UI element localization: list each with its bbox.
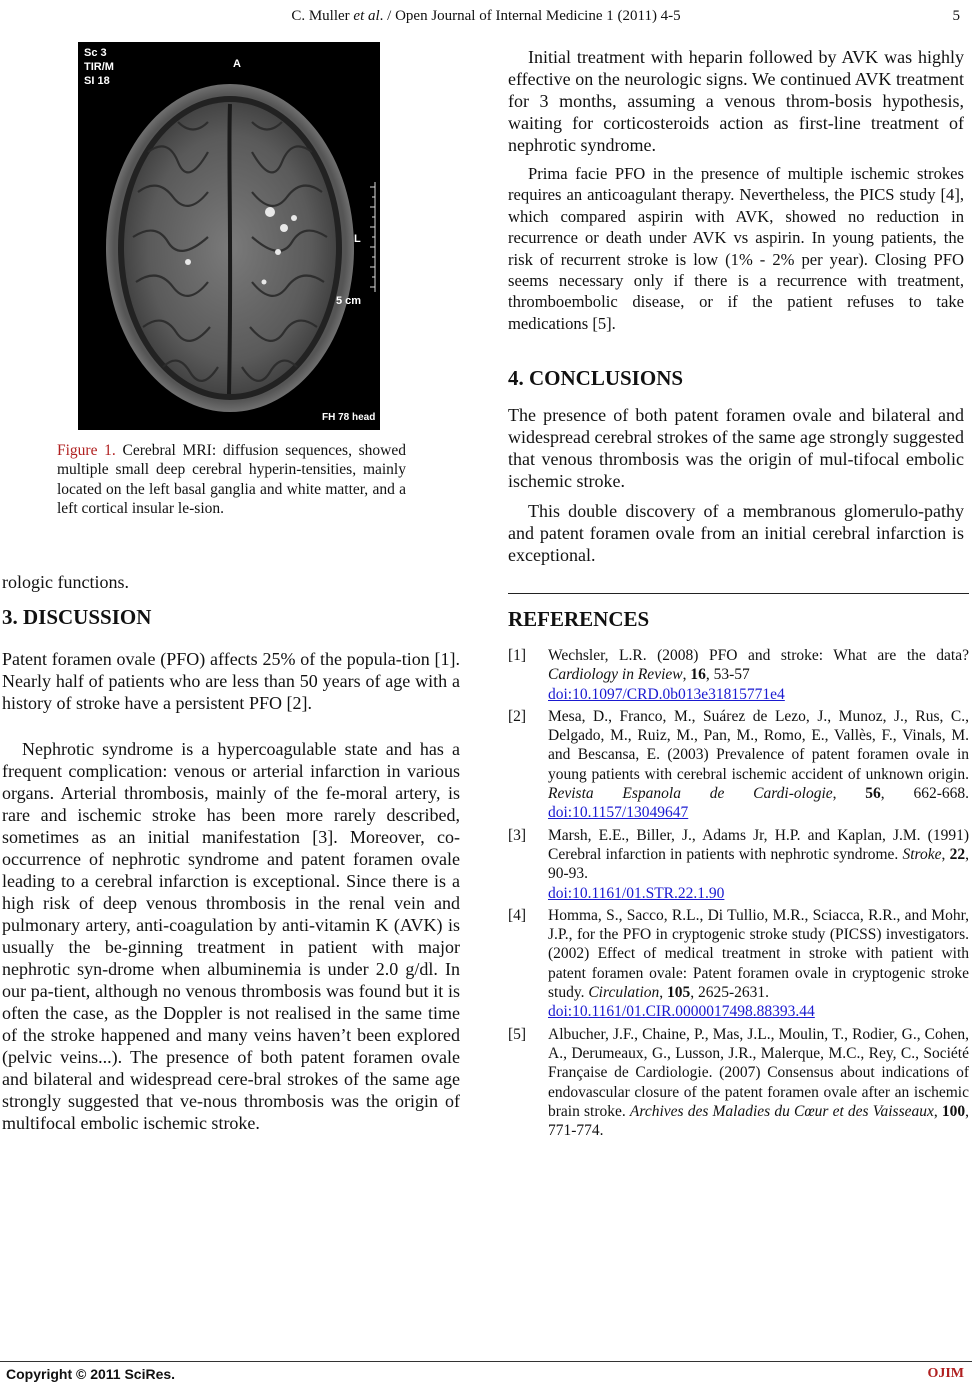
conclusions-paragraph-1: The presence of both patent foramen ovale and bilateral and widespread cerebral strokes of the same age strongly suggested that venous thrombosis was the origin of mul-tifocal embolic ischemic stroke.: [508, 405, 964, 491]
reference-journal: Circulation: [588, 984, 660, 1002]
reference-journal: Cardiology in Review: [548, 666, 683, 684]
discussion-paragraph-2: Nephrotic syndrome is a hypercoagulable state and has a frequent complication: venous or arterial infarction in various organs. Arterial thrombosis, mainly of the fe-moral artery, is rare and ischemic stroke has been more rarely described, sometimes as an initial manifestation [3]. Moreover, co-occurrence of nephrotic syndrome and patent foramen ovale leading to a cerebral infarction is exceptional. Since there is a high risk of deep venous thrombosis in the renal vein and pulmonary artery, anti-coagulation by anti-vitamin K (AVK) is usually the be-ginning treatment in patient with major nephrotic syn-drome when albuminemia is under 2.0 g/dl. In our pa-tient, although no venous thrombosis was found but it is often the case, as the Doppler is not realised in the same time of the stroke happened and many veins haven’t been explored (pelvic veins...). The presence of both patent foramen ovale and bilateral and widespread cere-bral strokes of the same age strongly suggested that ve-nous thrombosis was the origin of multifocal embolic ischemic stroke.: [2, 739, 460, 1133]
continued-text: rologic functions.: [2, 572, 129, 592]
reference-text: Wechsler, L.R. (2008) PFO and stroke: What are the data?: [548, 647, 969, 664]
running-head-journal: . / Open Journal of Internal Medicine 1 (2011) 4-5: [379, 8, 681, 24]
figure-label: Figure 1.: [57, 442, 116, 459]
right-paragraph-1: Initial treatment with heparin followed by AVK was highly effective on the neurologic signs. We continued AVK treatment for 3 months, assuming a venous throm-bosis hypothesis, waiting for corticosteroids action as first-line treatment of nephrotic syndrome.: [508, 47, 964, 155]
reference-doi-link[interactable]: doi:10.1161/01.CIR.0000017498.88393.44: [548, 1003, 815, 1021]
discussion-paragraph-1: Patent foramen ovale (PFO) affects 25% of the popula-tion [1]. Nearly half of patients who are less than 50 years of age with a history of stroke have a persistent PFO [2].: [2, 649, 460, 713]
mri-overlay-line-3: SI 18: [84, 75, 110, 87]
reference-number: [2]: [508, 707, 527, 725]
reference-item: [508, 646, 969, 704]
reference-text: Homma, S., Sacco, R.L., Di Tullio, M.R., Sciacca, R.R., and Mohr, J.P., for the PFO in cryptogenic stroke study (PICSS) investigators. (2002) Effect of medical treatment in stroke with patient with patent foramen ovale: Patent foramen ovale in cryptogenic stroke study.: [548, 906, 969, 1002]
reference-doi-link[interactable]: doi:10.1157/13049647: [548, 804, 689, 822]
reference-number: [1]: [508, 647, 527, 664]
mri-overlay-bottom: FH 78 head: [322, 412, 376, 423]
conclusions-paragraph-2: This double discovery of a membranous glomerulo-pathy and patent foramen ovale from an initial cerebral infarction is exceptional.: [508, 501, 964, 565]
reference-text: Marsh, E.E., Biller, J., Adams Jr, H.P. and Kaplan, J.M. (1991) Cerebral infarction in patients with nephrotic syndrome.: [548, 826, 969, 863]
reference-sep: ,: [659, 984, 667, 1002]
reference-pages: , 53-57: [705, 666, 750, 684]
conclusions-heading: 4. CONCLUSIONS: [508, 366, 684, 390]
reference-volume: 56: [865, 785, 881, 803]
mri-overlay-scale: 5 cm: [336, 295, 362, 307]
reference-text: Albucher, J.F., Chaine, P., Mas, J.L., Moulin, T., Rodier, G., Cohen, A., Derumeaux, G., Lusson, J.R., Malerque, M.C., Rey, C., Société Française de Cardiologie. (2007) Consensus about indications of endovascular closure of the patent foramen ovale after an ischemic brain stroke.: [548, 1025, 969, 1120]
journal-abbreviation: OJIM: [927, 1366, 964, 1381]
reference-sep: ,: [832, 785, 866, 803]
reference-number: [4]: [508, 906, 527, 924]
mri-brain-image: [78, 42, 380, 430]
reference-doi-link[interactable]: doi:10.1097/CRD.0b013e31815771e4: [548, 685, 785, 703]
reference-item: [508, 906, 969, 1022]
mri-overlay-line-1: Sc 3: [84, 47, 107, 59]
right-paragraph-2: Prima facie PFO in the presence of multiple ischemic strokes requires an anticoagulant therapy. Nevertheless, the PICS study [4], which compared aspirin with AVK, showed no reduction in recurrence or death under AVK vs aspirin. In young patients, the risk of recurrent stroke is low (1% - 2% per year). Closing PFO seems necessary only if there is a recurrence with treatment, thromboembolic disease, or if the patient refuses to take medications [5].: [508, 164, 964, 333]
reference-volume: 22: [949, 845, 966, 863]
references-heading: REFERENCES: [508, 607, 650, 631]
reference-item: [508, 707, 969, 823]
reference-number: [3]: [508, 826, 527, 844]
figure-caption-text: Cerebral MRI: diffusion sequences, showed multiple small deep cerebral hyperin-tensities, mainly located on the left basal ganglia and white matter, and a left cortical insular le-sion.: [57, 442, 406, 518]
copyright-notice: Copyright © 2011 SciRes.: [6, 1366, 176, 1382]
figure-caption: [57, 441, 406, 519]
reference-journal: Archives des Maladies du Cœur et des Vaisseaux: [629, 1102, 934, 1120]
discussion-heading: 3. DISCUSSION: [2, 605, 152, 629]
mri-overlay-anterior: A: [233, 58, 241, 70]
reference-text: Mesa, D., Franco, M., Suárez de Lezo, J., Munoz, J., Rus, C., Delgado, M., Ruiz, M., Pan, M., Romo, E., Vallès, F., Vinals, M. and Bescansa, E. (2003) Prevalence of patent foramen ovale in young patients with cerebral ischemic accident of unknown origin.: [548, 707, 969, 783]
running-head: [0, 6, 972, 26]
reference-sep: ,: [682, 666, 691, 684]
reference-sep: ,: [941, 845, 950, 863]
mri-figure: [78, 42, 380, 430]
reference-pages: , 90-93.: [548, 845, 969, 883]
reference-volume: 105: [667, 984, 691, 1002]
reference-pages: , 771-774.: [548, 1102, 970, 1140]
reference-item: [508, 1025, 969, 1141]
reference-volume: 100: [941, 1102, 966, 1120]
page-number: 5: [952, 8, 960, 24]
reference-sep: ,: [933, 1102, 942, 1120]
running-head-authors: C. Muller: [291, 8, 354, 24]
reference-journal: Revista Espanola de Cardi-ologie: [548, 785, 833, 803]
reference-pages: , 662-668.: [880, 785, 969, 803]
reference-journal: Stroke: [902, 845, 942, 863]
reference-pages: , 2625-2631.: [690, 984, 770, 1002]
reference-doi-link[interactable]: doi:10.1161/01.STR.22.1.90: [548, 884, 725, 902]
footer-divider: [0, 1361, 972, 1362]
reference-item: [508, 826, 969, 903]
running-head-etal: et al: [353, 8, 380, 24]
reference-number: [5]: [508, 1025, 527, 1043]
mri-overlay-line-2: TIR/M: [84, 61, 114, 73]
references-divider: [508, 593, 969, 594]
mri-overlay-left: L: [354, 233, 361, 245]
references-list: [508, 646, 969, 1143]
reference-volume: 16: [690, 666, 706, 684]
